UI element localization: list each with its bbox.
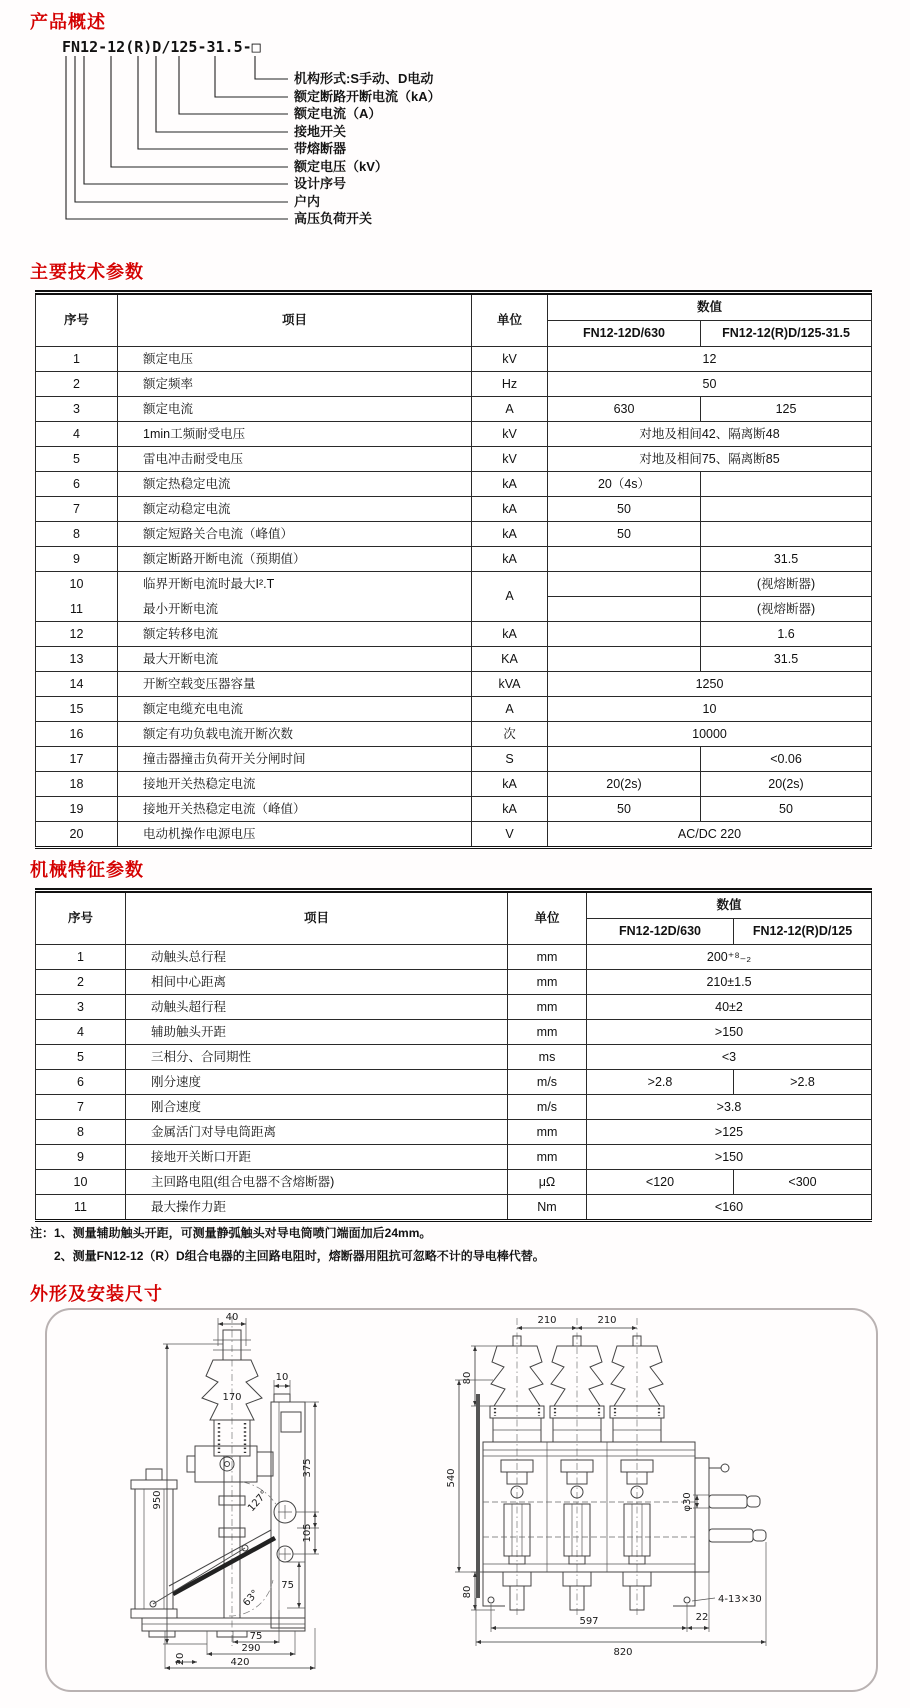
designation-label: 额定电流（A） — [294, 106, 382, 121]
designation-label: 高压负荷开关 — [294, 211, 373, 226]
row-unit: A — [472, 697, 548, 722]
table-header-row — [36, 293, 872, 321]
dim-label: 820 — [613, 1647, 633, 1658]
table-row — [36, 995, 872, 1020]
row-unit: kVA — [472, 672, 548, 697]
table-row — [36, 1195, 872, 1221]
row-no: 11 — [36, 1195, 126, 1221]
row-value-1: 630 — [548, 397, 701, 422]
row-value: 10000 — [548, 722, 872, 747]
row-value: 50 — [548, 372, 872, 397]
designation-label: 接地开关 — [294, 124, 347, 139]
row-item: 相间中心距离 — [126, 970, 508, 995]
note-line-2: 2、测量FN12-12（R）D组合电器的主回路电阻时，熔断器用阻抗可忽略不计的导电棒代替。 — [54, 1249, 545, 1264]
row-no: 13 — [36, 647, 118, 672]
dim-label: 597 — [579, 1616, 599, 1627]
table-row — [36, 772, 872, 797]
row-unit: kA — [472, 547, 548, 572]
row-value: 40±2 — [587, 995, 872, 1020]
table-row — [36, 672, 872, 697]
table-row — [36, 397, 872, 422]
row-item: 最大操作力距 — [126, 1195, 508, 1221]
row-unit: mm — [508, 995, 587, 1020]
row-no: 4 — [36, 422, 118, 447]
row-value-1: 50 — [548, 522, 701, 547]
row-value-1: 50 — [548, 497, 701, 522]
row-no: 2 — [36, 372, 118, 397]
dim-label: 10 — [275, 1372, 289, 1383]
row-item: 主回路电阻(组合电器不含熔断器) — [126, 1170, 508, 1195]
table-row — [36, 547, 872, 572]
row-value: >3.8 — [587, 1095, 872, 1120]
table-row — [36, 945, 872, 970]
row-unit: mm — [508, 1145, 587, 1170]
row-value-2: (视熔断器) — [701, 597, 872, 622]
table-row — [36, 1120, 872, 1145]
row-no: 20 — [36, 822, 118, 848]
table-row — [36, 347, 872, 372]
row-unit: V — [472, 822, 548, 848]
header-model-2: FN12-12(R)D/125 — [734, 919, 872, 945]
row-no: 10 — [36, 572, 118, 597]
row-item: 额定短路关合电流（峰值） — [118, 522, 472, 547]
row-unit: kA — [472, 797, 548, 822]
row-item: 最小开断电流 — [118, 597, 472, 622]
row-unit: Hz — [472, 372, 548, 397]
header-item: 项目 — [126, 891, 508, 945]
front-view-drawing — [446, 1315, 766, 1658]
row-value-1: 50 — [548, 797, 701, 822]
row-item: 雷电冲击耐受电压 — [118, 447, 472, 472]
row-no: 15 — [36, 697, 118, 722]
row-value-2: 31.5 — [701, 547, 872, 572]
header-no: 序号 — [36, 891, 126, 945]
row-unit: A — [472, 572, 548, 622]
row-no: 14 — [36, 672, 118, 697]
row-no: 8 — [36, 1120, 126, 1145]
table-row — [36, 422, 872, 447]
row-value-2: 50 — [701, 797, 872, 822]
dim-label: 40 — [225, 1312, 239, 1323]
dim-label: 210 — [537, 1315, 557, 1326]
row-value-1: 20（4s） — [548, 472, 701, 497]
row-no: 6 — [36, 472, 118, 497]
row-value: >150 — [587, 1145, 872, 1170]
row-value: >125 — [587, 1120, 872, 1145]
row-item: 最大开断电流 — [118, 647, 472, 672]
designation-label: 机构形式:S手动、D电动 — [294, 71, 434, 86]
row-unit: kA — [472, 772, 548, 797]
row-no: 1 — [36, 347, 118, 372]
header-value: 数值 — [587, 891, 872, 919]
dim-label: 290 — [241, 1643, 261, 1654]
row-unit: kA — [472, 622, 548, 647]
row-item: 额定频率 — [118, 372, 472, 397]
header-model-1: FN12-12D/630 — [587, 919, 734, 945]
table-row — [36, 697, 872, 722]
table-row — [36, 522, 872, 547]
row-unit: mm — [508, 1120, 587, 1145]
header-unit: 单位 — [508, 891, 587, 945]
table-row — [36, 1045, 872, 1070]
row-value: >150 — [587, 1020, 872, 1045]
header-item: 项目 — [118, 293, 472, 347]
row-no: 18 — [36, 772, 118, 797]
row-value: 对地及相间42、隔离断48 — [548, 422, 872, 447]
row-item: 额定动稳定电流 — [118, 497, 472, 522]
table-row — [36, 472, 872, 497]
table-row — [36, 1145, 872, 1170]
row-value-2: 31.5 — [701, 647, 872, 672]
dim-label: 105 — [302, 1523, 313, 1543]
header-model-1: FN12-12D/630 — [548, 321, 701, 347]
row-item: 辅助触头开距 — [126, 1020, 508, 1045]
row-unit: A — [472, 397, 548, 422]
row-no: 7 — [36, 497, 118, 522]
table-row — [36, 970, 872, 995]
table-row — [36, 722, 872, 747]
row-item: 额定电压 — [118, 347, 472, 372]
row-item: 动触头超行程 — [126, 995, 508, 1020]
row-value-2 — [701, 497, 872, 522]
row-value-1 — [548, 572, 701, 597]
row-unit: Nm — [508, 1195, 587, 1221]
row-no: 5 — [36, 447, 118, 472]
row-no: 8 — [36, 522, 118, 547]
table-row — [36, 497, 872, 522]
table-row — [36, 822, 872, 848]
row-value-2 — [701, 522, 872, 547]
row-item: 额定电缆充电电流 — [118, 697, 472, 722]
dim-label: 75 — [249, 1631, 263, 1642]
designation-label: 额定电压（kV） — [294, 159, 388, 174]
row-value-1: >2.8 — [587, 1070, 734, 1095]
row-no: 19 — [36, 797, 118, 822]
tech-params-table — [35, 290, 872, 849]
row-value-2 — [701, 472, 872, 497]
header-value: 数值 — [548, 293, 872, 321]
row-item: 动触头总行程 — [126, 945, 508, 970]
row-item: 额定热稳定电流 — [118, 472, 472, 497]
row-no: 16 — [36, 722, 118, 747]
row-value-2: <0.06 — [701, 747, 872, 772]
header-model-2: FN12-12(R)D/125-31.5 — [701, 321, 872, 347]
row-value-1 — [548, 547, 701, 572]
row-item: 撞击器撞击负荷开关分闸时间 — [118, 747, 472, 772]
row-item: 临界开断电流时最大I².T — [118, 572, 472, 597]
row-unit: mm — [508, 1020, 587, 1045]
row-value-2: 20(2s) — [701, 772, 872, 797]
dim-label: 127° — [245, 1488, 271, 1514]
table-row — [36, 1020, 872, 1045]
row-item: 接地开关热稳定电流 — [118, 772, 472, 797]
dim-label: 80 — [462, 1585, 473, 1599]
row-unit: kA — [472, 497, 548, 522]
dim-label: 22 — [695, 1612, 709, 1623]
drawing-panel — [45, 1308, 878, 1692]
table-row — [36, 622, 872, 647]
mech-params-table — [35, 888, 872, 1222]
row-unit: ms — [508, 1045, 587, 1070]
row-no: 3 — [36, 397, 118, 422]
row-no: 5 — [36, 1045, 126, 1070]
dim-label: 75 — [281, 1580, 294, 1591]
note-line-1: 注：1、测量辅助触头开距，可测量静弧触头对导电筒喷门端面加后24mm。 — [30, 1226, 432, 1240]
dim-label: 4-13×30 — [718, 1594, 762, 1605]
row-unit: kV — [472, 347, 548, 372]
row-value: AC/DC 220 — [548, 822, 872, 848]
header-no: 序号 — [36, 293, 118, 347]
row-no: 3 — [36, 995, 126, 1020]
table-row — [36, 647, 872, 672]
header-unit: 单位 — [472, 293, 548, 347]
row-no: 4 — [36, 1020, 126, 1045]
row-unit: m/s — [508, 1070, 587, 1095]
dim-label: 63° — [241, 1588, 262, 1609]
row-unit: mm — [508, 945, 587, 970]
row-value-2: (视熔断器) — [701, 572, 872, 597]
row-value: <3 — [587, 1045, 872, 1070]
dim-label: 210 — [597, 1315, 617, 1326]
dimension-drawings — [47, 1310, 876, 1690]
row-value-1: <120 — [587, 1170, 734, 1195]
row-no: 11 — [36, 597, 118, 622]
row-value: 10 — [548, 697, 872, 722]
table-row — [36, 597, 872, 622]
row-value: 200⁺⁸₋₂ — [587, 945, 872, 970]
dim-label: 20 — [175, 1652, 186, 1666]
row-no: 1 — [36, 945, 126, 970]
row-item: 1min工频耐受电压 — [118, 422, 472, 447]
row-item: 额定断路开断电流（预期值） — [118, 547, 472, 572]
section-title-tech-params: 主要技术参数 — [30, 262, 144, 282]
dim-label: 950 — [152, 1490, 163, 1510]
table-row — [36, 797, 872, 822]
row-unit: μΩ — [508, 1170, 587, 1195]
row-item: 电动机操作电源电压 — [118, 822, 472, 848]
table-row — [36, 747, 872, 772]
row-unit: kA — [472, 472, 548, 497]
designation-label: 额定断路开断电流（kA） — [294, 89, 441, 104]
row-no: 12 — [36, 622, 118, 647]
row-unit: 次 — [472, 722, 548, 747]
table-row — [36, 1170, 872, 1195]
row-item: 刚分速度 — [126, 1070, 508, 1095]
row-unit: kV — [472, 422, 548, 447]
designation-label: 设计序号 — [294, 176, 347, 191]
row-value: <160 — [587, 1195, 872, 1221]
designation-label: 带熔断器 — [294, 141, 347, 156]
row-no: 2 — [36, 970, 126, 995]
row-item: 开断空载变压器容量 — [118, 672, 472, 697]
table-row — [36, 372, 872, 397]
designation-label: 户内 — [294, 194, 321, 209]
table-row — [36, 447, 872, 472]
row-unit: S — [472, 747, 548, 772]
row-no: 17 — [36, 747, 118, 772]
row-unit: kA — [472, 522, 548, 547]
model-designation-diagram — [38, 30, 648, 235]
row-no: 7 — [36, 1095, 126, 1120]
row-item: 额定电流 — [118, 397, 472, 422]
row-value: 210±1.5 — [587, 970, 872, 995]
side-view-drawing — [131, 1312, 319, 1669]
dim-label: 540 — [446, 1468, 457, 1488]
table-row — [36, 1070, 872, 1095]
section-title-dimensions: 外形及安装尺寸 — [30, 1284, 163, 1304]
dim-label: φ30 — [682, 1492, 693, 1512]
row-value: 12 — [548, 347, 872, 372]
row-value-2: >2.8 — [734, 1070, 872, 1095]
row-unit: kV — [472, 447, 548, 472]
row-value-1 — [548, 597, 701, 622]
dim-label: 420 — [230, 1657, 250, 1668]
table-row — [36, 572, 872, 597]
row-value-2: <300 — [734, 1170, 872, 1195]
table-row — [36, 1095, 872, 1120]
dim-label: 170 — [222, 1392, 242, 1403]
row-value-1 — [548, 622, 701, 647]
row-value-1: 20(2s) — [548, 772, 701, 797]
row-value: 对地及相间75、隔离断85 — [548, 447, 872, 472]
row-value-1 — [548, 747, 701, 772]
row-unit: mm — [508, 970, 587, 995]
table-header-row — [36, 891, 872, 919]
row-value-2: 125 — [701, 397, 872, 422]
section-title-mech-params: 机械特征参数 — [30, 860, 144, 880]
row-item: 刚合速度 — [126, 1095, 508, 1120]
row-value-1 — [548, 647, 701, 672]
row-item: 金属活门对导电筒距离 — [126, 1120, 508, 1145]
row-item: 三相分、合同期性 — [126, 1045, 508, 1070]
row-unit: KA — [472, 647, 548, 672]
row-no: 10 — [36, 1170, 126, 1195]
section-title-overview: 产品概述 — [30, 12, 106, 32]
row-item: 额定有功负载电流开断次数 — [118, 722, 472, 747]
row-value: 1250 — [548, 672, 872, 697]
table-notes — [30, 1222, 860, 1269]
row-item: 额定转移电流 — [118, 622, 472, 647]
row-no: 9 — [36, 547, 118, 572]
row-unit: m/s — [508, 1095, 587, 1120]
row-item: 接地开关断口开距 — [126, 1145, 508, 1170]
row-no: 6 — [36, 1070, 126, 1095]
row-item: 接地开关热稳定电流（峰值） — [118, 797, 472, 822]
row-value-2: 1.6 — [701, 622, 872, 647]
row-no: 9 — [36, 1145, 126, 1170]
model-number: FN12-12(R)D/125-31.5-□ — [62, 38, 261, 56]
dim-label: 375 — [302, 1458, 313, 1478]
dim-label: 80 — [462, 1371, 473, 1385]
